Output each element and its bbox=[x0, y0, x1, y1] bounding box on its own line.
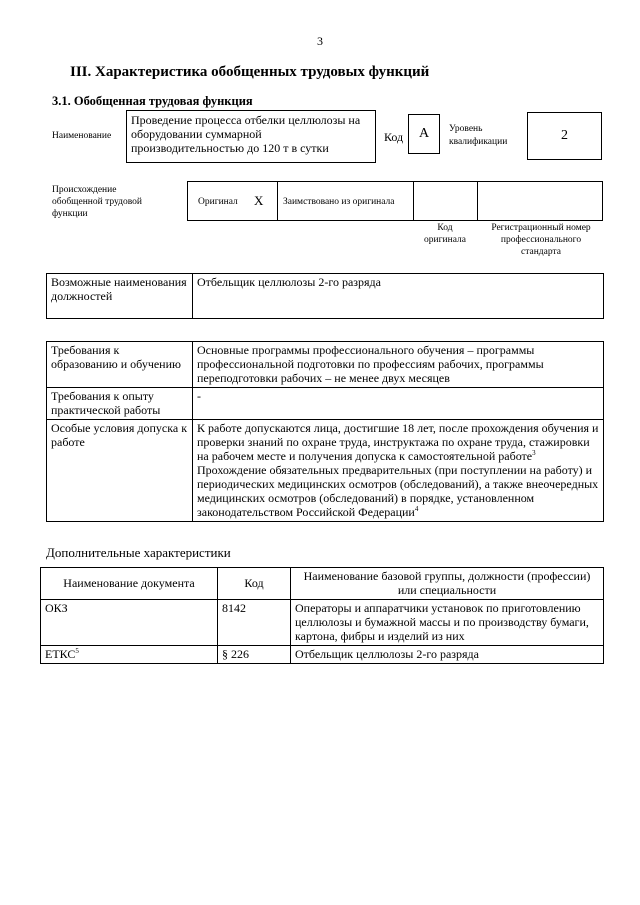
requirements-table bbox=[46, 341, 604, 522]
origin-divider-3 bbox=[477, 181, 478, 221]
origin-label-line1: Происхождение bbox=[52, 185, 117, 195]
row-doc: ЕТКС bbox=[45, 647, 76, 661]
reg-number-caption-2: профессионального bbox=[500, 235, 582, 245]
borrowed-label: Заимствовано из оригинала bbox=[283, 197, 395, 207]
subsection-title: 3.1. Обобщенная трудовая функция bbox=[52, 94, 253, 108]
header-code: Код bbox=[218, 568, 291, 600]
origin-label-line3: функции bbox=[52, 209, 88, 219]
row-doc: ОКЗ bbox=[41, 600, 218, 646]
footnote-5: 5 bbox=[75, 647, 79, 655]
header-document: Наименование документа bbox=[41, 568, 218, 600]
education-label: Требования к образованию и обучению bbox=[47, 342, 193, 388]
section-title: III. Характеристика обобщенных трудовых функций bbox=[70, 64, 430, 80]
table-row bbox=[47, 342, 604, 388]
table-row bbox=[47, 388, 604, 420]
table-header-row bbox=[41, 568, 604, 600]
admission-text-2: Прохождение обязательных предварительных (при поступлении на работу) и периодических медицинских осмотров (обследований), а также внеочередных медицинских осмотров (обследований) в порядке, установленном законодательством Российской Федерации bbox=[197, 463, 599, 519]
origin-table bbox=[187, 181, 603, 221]
level-label-line1: Уровень bbox=[449, 124, 483, 134]
footnote-4: 4 bbox=[414, 505, 419, 513]
row-doc-cell bbox=[41, 646, 218, 664]
code-original-caption-1: Код bbox=[437, 223, 453, 233]
positions-label: Возможные наименования должностей bbox=[47, 274, 193, 319]
name-label: Наименование bbox=[52, 131, 112, 141]
footnote-3: 3 bbox=[532, 449, 536, 457]
admission-label: Особые условия допуска к работе bbox=[47, 420, 193, 522]
admission-text-1: К работе допускаются лица, достигшие 18 лет, после прохождения обучения и проверки знаний по охране труда, инструктажа по охране труда, стажировки на рабочем месте и получения допуска к самостоятельной работе bbox=[197, 421, 599, 463]
education-value: Основные программы профессионального обучения – программы профессиональной подготовки по профессиям рабочих, программы переподготовки рабочих – не менее двух месяцев bbox=[193, 342, 604, 388]
reg-number-caption-1: Регистрационный номер bbox=[491, 223, 591, 233]
table-row bbox=[47, 420, 604, 522]
additional-title: Дополнительные характеристики bbox=[46, 545, 231, 560]
function-name: Проведение процесса отбелки целлюлозы на оборудовании суммарной производительностью до 120 т в сутки bbox=[131, 113, 361, 155]
origin-divider-1 bbox=[277, 181, 278, 221]
positions-table bbox=[46, 273, 604, 319]
row-name: Операторы и аппаратчики установок по приготовлению целлюлозы и бумажной массы и по производству бумаги, картона, фибры и изделий из них bbox=[291, 600, 604, 646]
experience-value: - bbox=[193, 388, 604, 420]
original-label: Оригинал bbox=[198, 197, 238, 207]
original-mark: X bbox=[254, 193, 264, 208]
origin-label-line2: обобщенной трудовой bbox=[52, 197, 142, 207]
positions-value: Отбельщик целлюлозы 2-го разряда bbox=[193, 274, 604, 319]
row-name: Отбельщик целлюлозы 2-го разряда bbox=[291, 646, 604, 664]
table-row bbox=[41, 646, 604, 664]
row-code: 8142 bbox=[218, 600, 291, 646]
table-row bbox=[41, 600, 604, 646]
row-code: § 226 bbox=[218, 646, 291, 664]
page-number: 3 bbox=[317, 34, 323, 48]
function-code: А bbox=[408, 114, 440, 154]
code-original-caption-2: оригинала bbox=[424, 235, 466, 245]
level-label-line2: квалификации bbox=[449, 137, 508, 147]
header-group-name: Наименование базовой группы, должности (профессии) или специальности bbox=[291, 568, 604, 600]
additional-table bbox=[40, 567, 604, 664]
experience-label: Требования к опыту практической работы bbox=[47, 388, 193, 420]
level-value: 2 bbox=[527, 112, 602, 160]
function-name-box bbox=[126, 110, 376, 163]
code-label: Код bbox=[384, 130, 404, 144]
reg-number-caption-3: стандарта bbox=[521, 247, 561, 257]
origin-divider-2 bbox=[413, 181, 414, 221]
admission-value bbox=[193, 420, 604, 522]
